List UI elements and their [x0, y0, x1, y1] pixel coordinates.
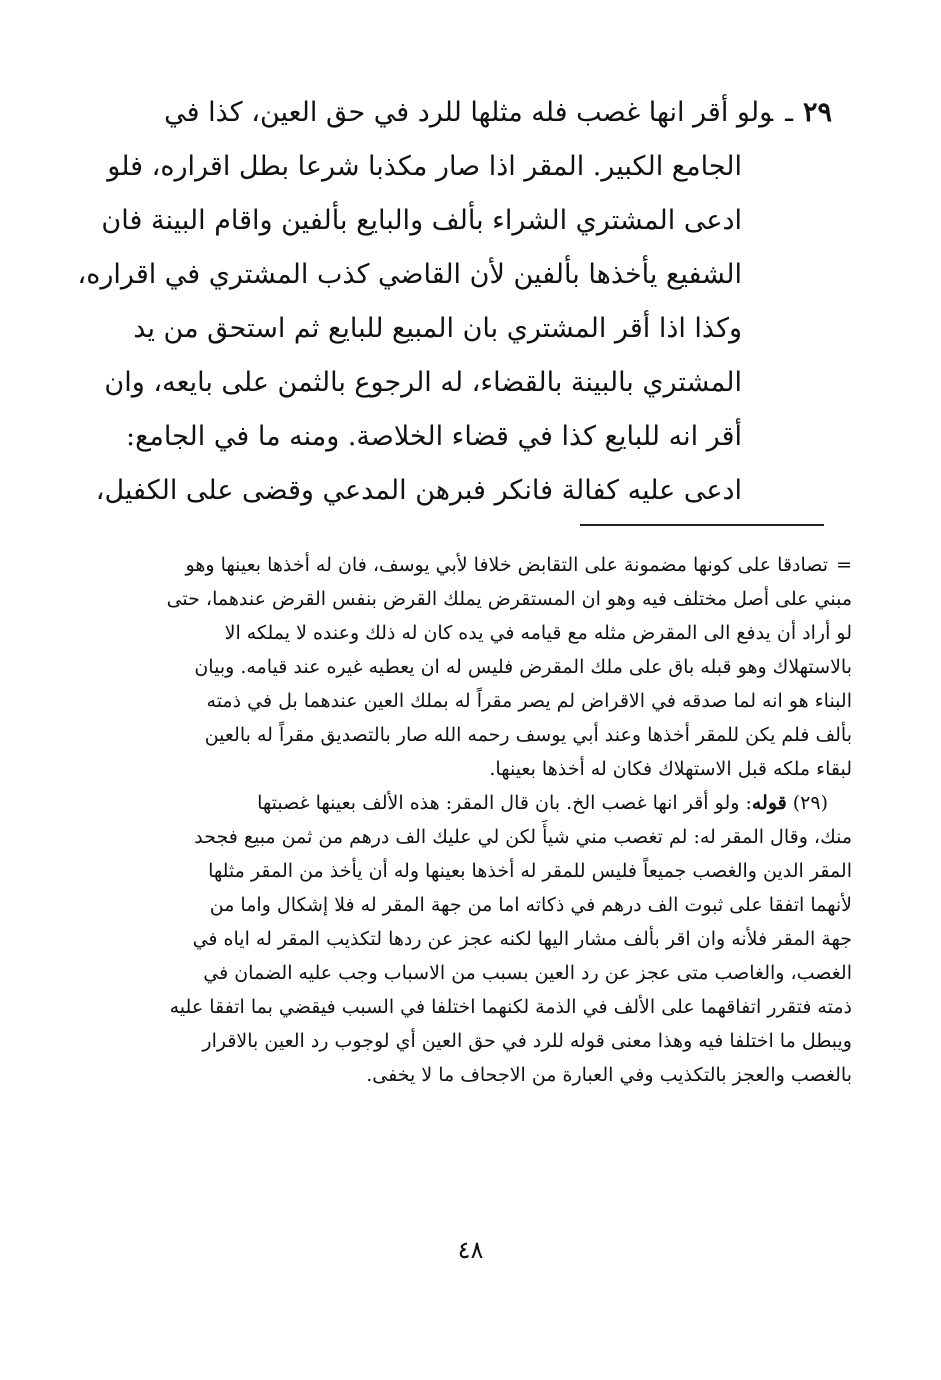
note-line: منك، وقال المقر له: لم تغصب مني شيأً لكن لي عليك الف درهم من ثمن مبيع فجحد: [194, 826, 852, 848]
note-line: لبقاء ملكه قبل الاستهلاك فكان له أخذها بعينها.: [489, 758, 852, 780]
main-line: الشفيع يأخذها بألفين لأن القاضي كذب المشتري في اقراره،: [77, 259, 742, 290]
note-line: بألف فلم يكن للمقر أخذها وعند أبي يوسف رحمه الله صار بالتصديق مقراً له بالعين: [204, 724, 852, 746]
note-line: البناء هو انه لما صدقه في الاقراض لم يصر مقراً له بملك العين عندهما بل في ذمته: [206, 690, 852, 712]
note-line: بالاستهلاك وهو قبله باق على ملك المقرض فليس له ان يعطيه غيره عند قيامه. وبيان: [194, 656, 852, 678]
note-line: بالغصب والعجز بالتكذيب وفي العبارة من الاجحاف ما لا يخفى.: [366, 1064, 852, 1086]
note-keyword: قوله: [751, 792, 787, 814]
note-line: لأنهما اتفقا على ثبوت الف درهم في ذكاته اما من جهة المقر له فلا إشكال واما من: [209, 894, 852, 916]
note-line: [72, 786, 852, 820]
main-line: الجامع الكبير. المقر اذا صار مكذبا شرعا بطل اقراره، فلو: [107, 151, 742, 182]
note-line-text: : ولو أقر انها غصب الخ. بان قال المقر: هذه الألف بعينها غصبتها: [257, 792, 752, 814]
note-line: ذمته فتقرر اتفاقهما على الألف في الذمة لكنهما اختلفا في السبب فيقضي بما اتفقا عليه: [169, 996, 852, 1018]
main-text: [72, 86, 832, 518]
note-line: مبني على أصل مختلف فيه وهو ان المستقرض يملك القرض بنفس القرض عندهما، حتى: [166, 588, 852, 610]
main-line-text: ولو أقر انها غصب فله مثلها للرد في حق العين، كذا في: [164, 97, 774, 128]
note-line: ويبطل ما اختلفا فيه وهذا معنى قوله للرد في حق العين أي لوجوب رد العين بالاقرار: [202, 1030, 852, 1052]
main-line: أقر انه للبايع كذا في قضاء الخلاصة. ومنه ما في الجامع:: [125, 421, 742, 452]
entry-number: ٢٩: [802, 97, 832, 128]
main-line: [72, 86, 832, 140]
main-line: المشتري بالبينة بالقضاء، له الرجوع بالثمن على بايعه، وان: [104, 367, 742, 398]
footnotes: [72, 548, 852, 1092]
note-line: الغصب، والغاصب متى عجز عن رد العين بسبب من الاسباب وجب عليه الضمان في: [203, 962, 852, 984]
page-number: ٤٨: [457, 1236, 484, 1264]
note-line: لو أراد أن يدفع الى المقرض مثله مع قيامه في يده كان له ذلك وعنده لا يملكه الا: [224, 622, 852, 644]
footnote-divider: [580, 524, 824, 526]
note-line-text: تصادقا على كونها مضمونة على التقابض خلافا لأبي يوسف، فان له أخذها بعينها وهو: [185, 554, 829, 576]
note-line: [72, 548, 852, 582]
continuation-mark: =: [836, 554, 852, 576]
main-line: وكذا اذا أقر المشتري بان المبيع للبايع ثم استحق من يد: [133, 313, 742, 344]
main-line: ادعى المشتري الشراء بألف والبايع بألفين واقام البينة فان: [101, 205, 742, 236]
note-number: (٢٩): [792, 792, 828, 814]
main-line: ادعى عليه كفالة فانكر فبرهن المدعي وقضى على الكفيل،: [95, 475, 742, 506]
note-line: المقر الدين والغصب جميعاً فليس للمقر له أخذها بعينها وله أن يأخذ من المقر مثلها: [208, 860, 852, 882]
note-line: جهة المقر فلأنه وان اقر بألف مشار اليها لكنه عجز عن ردها لتكذيب المقر له اياه في: [192, 928, 852, 950]
entry-dash: ـ: [785, 97, 793, 128]
